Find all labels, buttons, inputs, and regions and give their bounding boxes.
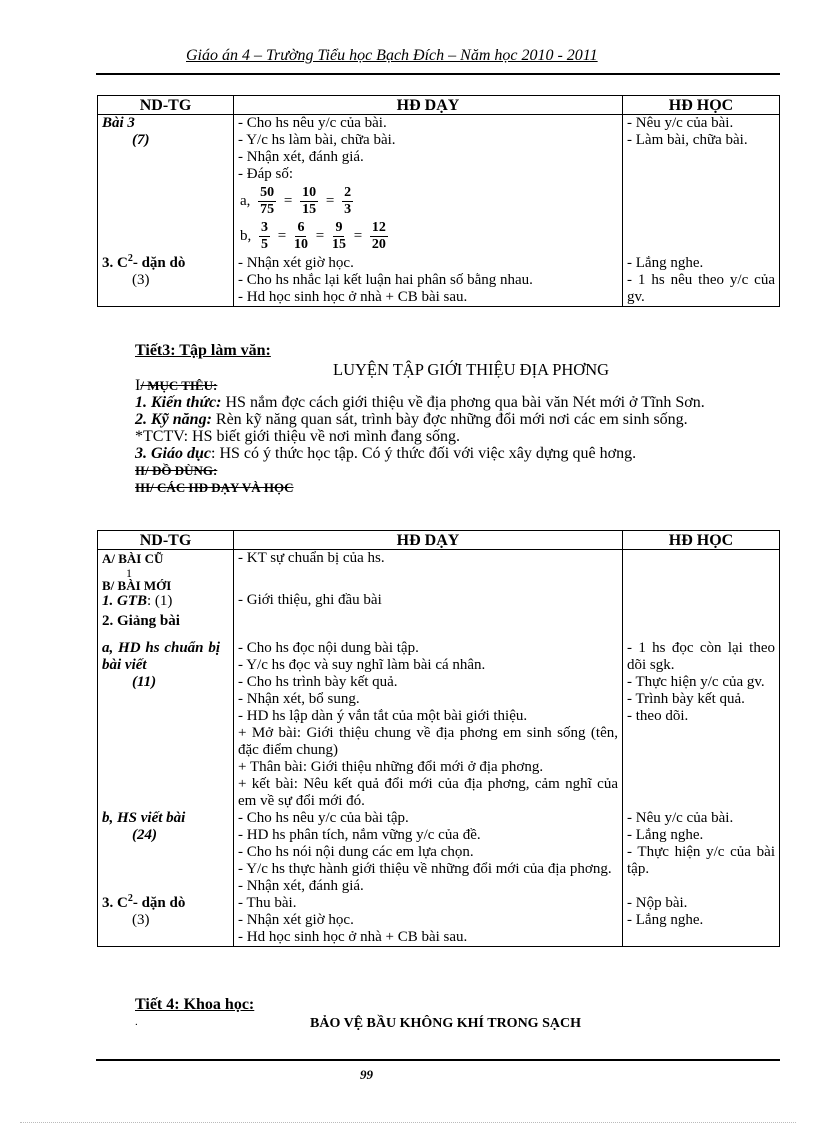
row-time: (7) bbox=[132, 132, 150, 148]
learn-line: - Làm bài, chữa bài. bbox=[627, 132, 748, 148]
teach-line: - Nhận xét, đánh giá. bbox=[238, 878, 364, 894]
teach-line: - Y/c hs làm bài, chữa bài. bbox=[238, 132, 396, 148]
table-row bbox=[98, 810, 780, 895]
section-heading-tiet4: Tiết 4: Khoa học: bbox=[135, 996, 255, 1013]
row-label: B/ BÀI MỚI bbox=[102, 578, 172, 593]
equation-b bbox=[238, 220, 618, 253]
teach-line: - Cho hs nêu y/c của bài tập. bbox=[238, 810, 409, 826]
teach-line: + Mở bài: Giới thiệu chung về địa phơng em sinh sống (tên, đặc điểm chung) bbox=[238, 725, 618, 758]
row-time: (24) bbox=[132, 827, 157, 843]
teach-line: - Nhận xét, bổ sung. bbox=[238, 691, 360, 707]
equals-sign: = bbox=[277, 228, 287, 244]
equals-sign: = bbox=[353, 228, 363, 244]
teach-line: - Cho hs nhắc lại kết luận hai phân số bằng nhau. bbox=[238, 272, 533, 288]
table-header-row bbox=[98, 531, 780, 550]
cac-hd-heading: III/ CÁC HĐ DẠY VÀ HỌC bbox=[135, 480, 294, 495]
teach-line: - KT sự chuẩn bị của hs. bbox=[238, 550, 385, 566]
giao-duc: 3. Giáo dục: HS có ý thức học tập. Có ý thức đối với việc xây dựng quê hơng. bbox=[135, 445, 637, 462]
col-nd-tg: ND-TG bbox=[98, 96, 234, 115]
teach-line: - Cho hs đọc nội dung bài tập. bbox=[238, 640, 419, 656]
table-row bbox=[98, 895, 780, 947]
teach-line: - Đáp số: bbox=[238, 166, 293, 182]
do-dung-heading: II/ ĐỒ DÙNG: bbox=[135, 463, 218, 478]
row-time: 1 bbox=[126, 566, 132, 580]
fraction: $\frac{50}{75}$ bbox=[260, 185, 275, 217]
fraction: $\frac{10}{15}$ bbox=[302, 185, 317, 217]
fraction: $\frac{12}{20}$ bbox=[371, 220, 386, 252]
row-time: (3) bbox=[132, 912, 150, 928]
table-row bbox=[98, 115, 780, 256]
learn-line: - 1 hs nêu theo y/c của gv. bbox=[627, 272, 775, 305]
learn-line: - Lắng nghe. bbox=[627, 827, 704, 843]
teach-line: + kết bài: Nêu kết quả đổi mới của địa phơng, cảm nghĩ của em về sự đổi mới đó. bbox=[238, 776, 618, 809]
row-time: (11) bbox=[132, 674, 157, 690]
kien-thuc: 1. Kiến thức: HS nắm đợc cách giới thiệu về địa phơng qua bài văn Nét mới ở Tĩnh Sơn. bbox=[135, 394, 705, 411]
learn-line: - Trình bày kết quả. bbox=[627, 691, 745, 707]
learn-line: - Thực hiện y/c của bài tập. bbox=[627, 844, 775, 877]
teach-line: - Nhận xét giờ học. bbox=[238, 255, 354, 271]
equation-a bbox=[238, 185, 618, 218]
teach-line: - HD hs phân tích, nắm vững y/c của đề. bbox=[238, 827, 481, 843]
row-label: Bài 3 bbox=[102, 115, 135, 131]
lesson-table-1 bbox=[97, 95, 780, 307]
table-row bbox=[98, 550, 780, 631]
learn-line: - Nêu y/c của bài. bbox=[627, 810, 734, 826]
col-nd-tg: ND-TG bbox=[98, 531, 234, 550]
tctv: *TCTV: HS biết giới thiệu về nơi mình đang sống. bbox=[135, 428, 461, 445]
table-row bbox=[98, 255, 780, 307]
equals-sign: = bbox=[283, 193, 293, 209]
learn-line: - 1 hs đọc còn lại theo dõi sgk. bbox=[627, 640, 775, 673]
learn-line: - Lắng nghe. bbox=[627, 255, 704, 271]
fraction: $\frac{6}{10}$ bbox=[293, 220, 308, 252]
objectives-block bbox=[135, 377, 763, 496]
teach-line: - Nhận xét, đánh giá. bbox=[238, 149, 364, 165]
lesson-table-2 bbox=[97, 530, 780, 947]
col-hd-day: HĐ DẠY bbox=[234, 531, 623, 550]
section-heading-tiet3: Tiết3: Tập làm văn: bbox=[135, 342, 271, 359]
learn-line: - Thực hiện y/c của gv. bbox=[627, 674, 765, 690]
teach-line: + Thân bài: Giới thiệu những đổi mới ở địa phơng. bbox=[238, 759, 544, 775]
footer-rule bbox=[96, 1059, 780, 1061]
row-label: b, HS viết bài bbox=[102, 810, 186, 826]
stray-dot: . bbox=[135, 1016, 138, 1028]
muc-tieu-heading: I/ MỤC TIÊU: bbox=[135, 377, 218, 394]
table-header-row bbox=[98, 96, 780, 115]
teach-line: - Giới thiệu, ghi đầu bài bbox=[238, 592, 382, 608]
lesson-title: LUYỆN TẬP GIỚI THIỆU ĐỊA PHƠNG bbox=[333, 360, 610, 379]
row-label: 3. $C^2-$ dặn dò bbox=[102, 893, 186, 911]
learn-line: - Lắng nghe. bbox=[627, 912, 704, 928]
teach-line: - Hd học sinh học ở nhà + CB bài sau. bbox=[238, 929, 468, 945]
fraction: $\frac{9}{15}$ bbox=[331, 220, 346, 252]
teach-line: - Cho hs nêu y/c của bài. bbox=[238, 115, 387, 131]
equals-sign: = bbox=[315, 228, 325, 244]
eq-prefix: a, bbox=[240, 193, 251, 209]
row-label: 3. $C^2-$ dặn dò bbox=[102, 253, 186, 271]
col-hd-hoc: HĐ HỌC bbox=[623, 531, 780, 550]
learn-line: - Nộp bài. bbox=[627, 895, 688, 911]
fraction: $\frac{2}{3}$ bbox=[344, 185, 352, 217]
row-label: A/ BÀI CŨ bbox=[102, 551, 164, 566]
teach-line: - Cho hs trình bày kết quả. bbox=[238, 674, 398, 690]
learn-line: - Nêu y/c của bài. bbox=[627, 115, 734, 131]
teach-line: - Cho hs nói nội dung các em lựa chọn. bbox=[238, 844, 474, 860]
khoa-hoc-title: BẢO VỆ BẦU KHÔNG KHÍ TRONG SẠCH bbox=[310, 1016, 581, 1031]
row-label: a, HD hs chuẩn bị bài viết bbox=[102, 640, 220, 673]
teach-line: - Thu bài. bbox=[238, 895, 297, 911]
header-rule bbox=[96, 73, 780, 75]
giang-bai-label: 2. Giảng bài bbox=[102, 613, 180, 629]
equals-sign: = bbox=[325, 193, 335, 209]
col-hd-hoc: HĐ HỌC bbox=[623, 96, 780, 115]
page-header: Giáo án 4 – Trường Tiểu học Bạch Đích – Năm học 2010 - 2011 bbox=[186, 47, 598, 64]
eq-prefix: b, bbox=[240, 228, 252, 244]
gtb-label: 1. GTB: (1) bbox=[102, 593, 173, 609]
learn-line: - theo dõi. bbox=[627, 708, 689, 724]
ky-nang: 2. Kỹ năng: Rèn kỹ năng quan sát, trình bày đợc những đổi mới nơi các em sinh sống. bbox=[135, 411, 688, 428]
col-hd-day: HĐ DẠY bbox=[234, 96, 623, 115]
table-row bbox=[98, 630, 780, 810]
teach-line: - Y/c hs thực hành giới thiệu về những đổi mới của địa phơng. bbox=[238, 861, 612, 877]
teach-line: - Nhận xét giờ học. bbox=[238, 912, 354, 928]
teach-line: - HD hs lập dàn ý vắn tắt của một bài giới thiệu. bbox=[238, 708, 528, 724]
teach-line: - Y/c hs đọc và suy nghĩ làm bài cá nhân. bbox=[238, 657, 486, 673]
page-number: 99 bbox=[360, 1067, 373, 1082]
fraction: $\frac{3}{5}$ bbox=[261, 220, 268, 252]
row-time: (3) bbox=[132, 272, 150, 288]
teach-line: - Hd học sinh học ở nhà + CB bài sau. bbox=[238, 289, 468, 305]
